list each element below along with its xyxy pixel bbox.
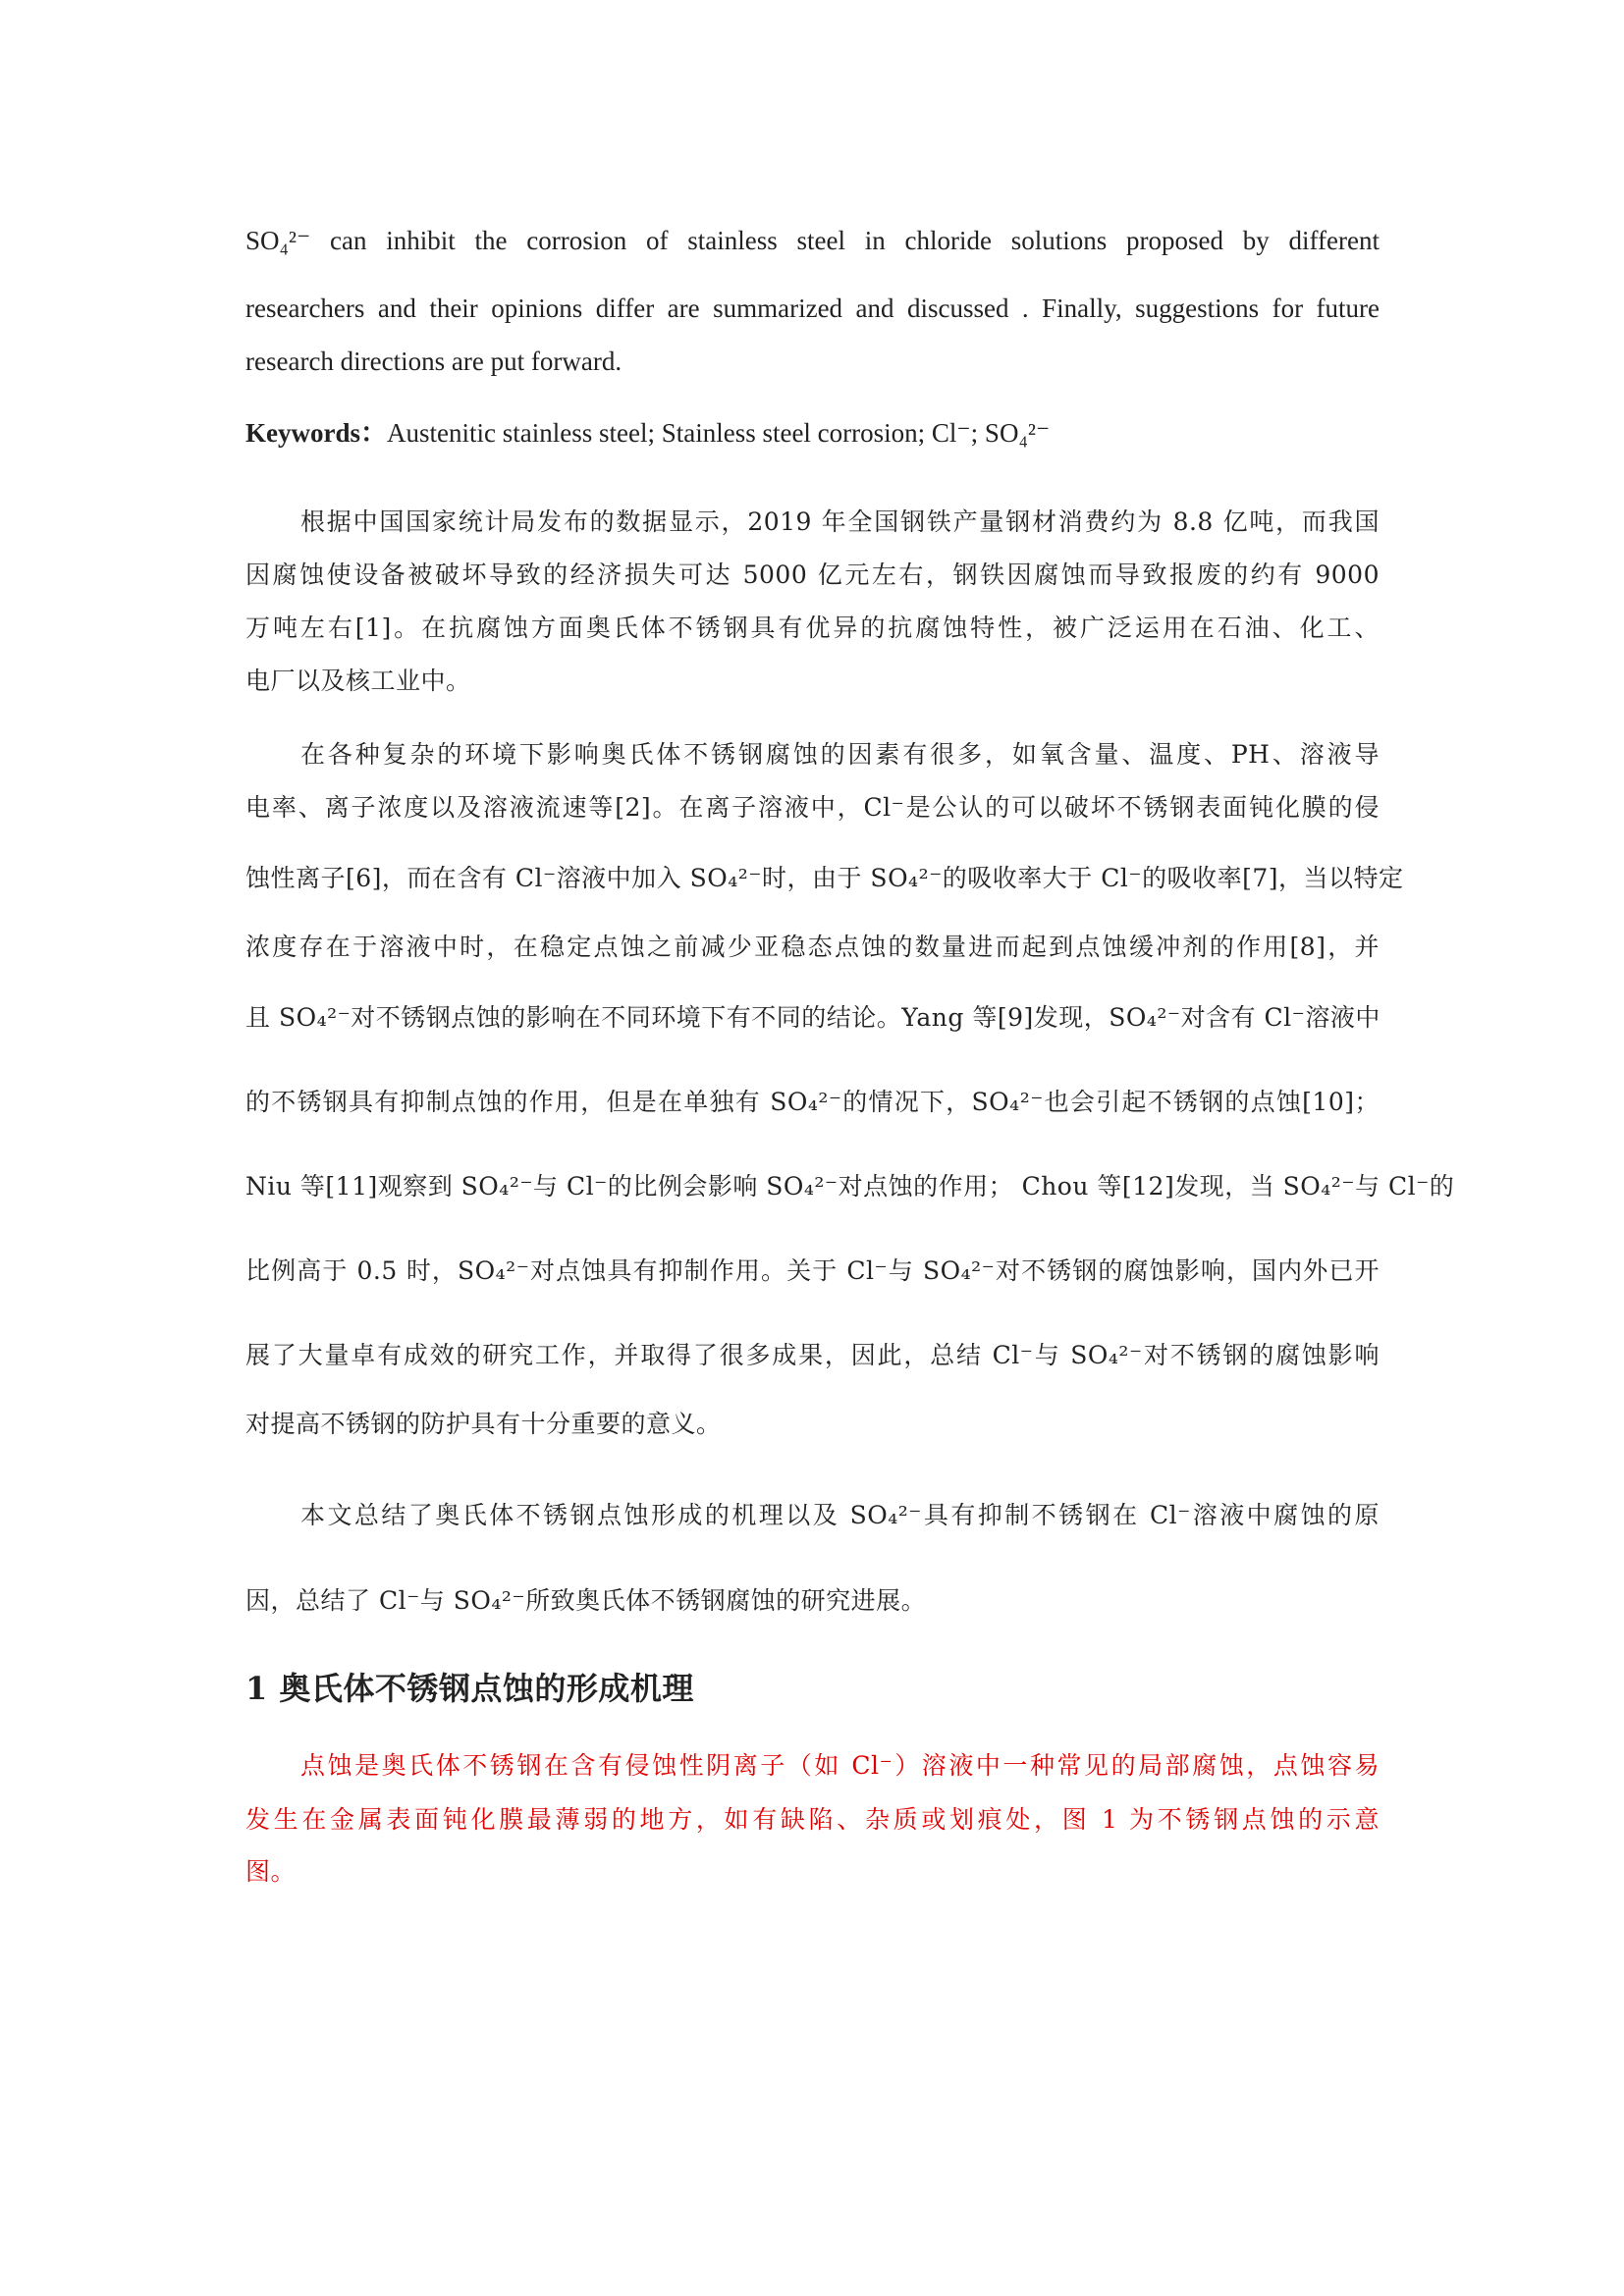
paragraph-line: 比例高于 0.5 时，SO₄²⁻对点蚀具有抑制作用。关于 Cl⁻与 SO₄²⁻对不锈钢的腐蚀影响，国内外已开	[245, 1256, 1380, 1285]
paragraph-line: 因腐蚀使设备被破坏导致的经济损失可达 5000 亿元左右，钢铁因腐蚀而导致报废的约有 9000	[245, 561, 1380, 589]
paragraph-line: 对提高不锈钢的防护具有十分重要的意义。	[245, 1410, 722, 1438]
section-heading: 1 奥氏体不锈钢点蚀的形成机理	[245, 1670, 694, 1707]
paragraph-line: 发生在金属表面钝化膜最薄弱的地方，如有缺陷、杂质或划痕处，图 1 为不锈钢点蚀的示意	[245, 1805, 1380, 1834]
abstract-line: SO₄²⁻ can inhibit the corrosion of stainless steel in chloride solutions proposed by different	[245, 226, 1380, 255]
abstract-line: research directions are put forward.	[245, 347, 623, 376]
paragraph-line: 电厂以及核工业中。	[245, 667, 471, 695]
keywords-text: Austenitic stainless steel; Stainless steel corrosion; Cl⁻; SO₄²⁻	[387, 418, 1051, 448]
paragraph-line: 万吨左右[1]。在抗腐蚀方面奥氏体不锈钢具有优异的抗腐蚀特性，被广泛运用在石油、化工、	[245, 614, 1380, 642]
paragraph-line: 且 SO₄²⁻对不锈钢点蚀的影响在不同环境下有不同的结论。Yang 等[9]发现，SO₄²⁻对含有 Cl⁻溶液中	[245, 1003, 1380, 1032]
paragraph-line: 电率、离子浓度以及溶液流速等[2]。在离子溶液中，Cl⁻是公认的可以破坏不锈钢表面钝化膜的侵	[245, 793, 1380, 822]
paragraph-line: 根据中国国家统计局发布的数据显示，2019 年全国钢铁产量钢材消费约为 8.8 亿吨，而我国	[300, 507, 1380, 536]
paragraph-line: 在各种复杂的环境下影响奥氏体不锈钢腐蚀的因素有很多，如氧含量、温度、PH、溶液导	[300, 740, 1380, 769]
paragraph-line: 点蚀是奥氏体不锈钢在含有侵蚀性阴离子（如 Cl⁻）溶液中一种常见的局部腐蚀，点蚀容易	[300, 1751, 1380, 1780]
keywords-label: Keywords：	[245, 418, 387, 448]
paragraph-line: 展了大量卓有成效的研究工作，并取得了很多成果，因此，总结 Cl⁻与 SO₄²⁻对不锈钢的腐蚀影响	[245, 1341, 1380, 1369]
paragraph-line: Niu 等[11]观察到 SO₄²⁻与 Cl⁻的比例会影响 SO₄²⁻对点蚀的作用； Chou 等[12]发现，当 SO₄²⁻与 Cl⁻的	[245, 1172, 1455, 1201]
keywords-line	[245, 416, 1380, 450]
paragraph-line: 浓度存在于溶液中时，在稳定点蚀之前减少亚稳态点蚀的数量进而起到点蚀缓冲剂的作用[8]，并	[245, 933, 1380, 961]
paragraph-line: 的不锈钢具有抑制点蚀的作用，但是在单独有 SO₄²⁻的情况下，SO₄²⁻也会引起不锈钢的点蚀[10]；	[245, 1088, 1380, 1116]
paragraph-line: 蚀性离子[6]，而在含有 Cl⁻溶液中加入 SO₄²⁻时，由于 SO₄²⁻的吸收率大于 Cl⁻的吸收率[7]，当以特定	[245, 864, 1404, 892]
paragraph-line: 因，总结了 Cl⁻与 SO₄²⁻所致奥氏体不锈钢腐蚀的研究进展。	[245, 1586, 927, 1615]
paragraph-line: 本文总结了奥氏体不锈钢点蚀形成的机理以及 SO₄²⁻具有抑制不锈钢在 Cl⁻溶液中腐蚀的原	[300, 1501, 1380, 1529]
paragraph-line: 图。	[245, 1857, 297, 1886]
abstract-line: researchers and their opinions differ are summarized and discussed . Finally, suggestions for future	[245, 294, 1380, 323]
